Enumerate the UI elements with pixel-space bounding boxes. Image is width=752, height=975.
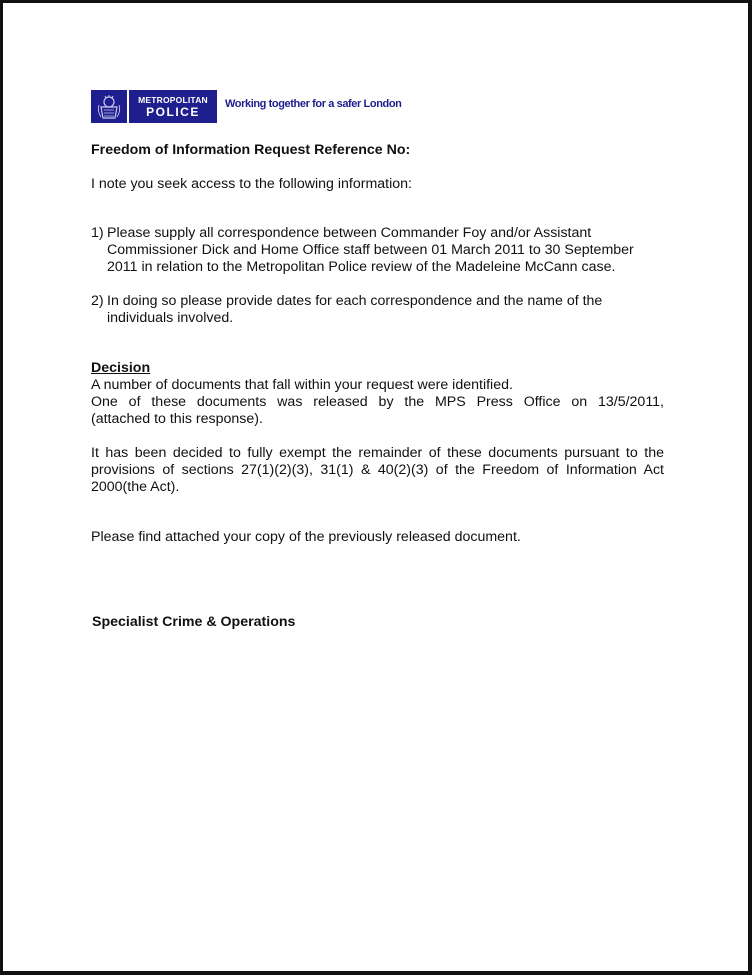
decision-text: (attached to this response).: [91, 411, 263, 427]
document-title: Freedom of Information Request Reference No:: [91, 142, 411, 158]
intro-text: I note you seek access to the following information:: [91, 176, 412, 192]
request-line: individuals involved.: [107, 310, 234, 326]
request-line: In doing so please provide dates for each correspondence and the name of the: [107, 293, 603, 309]
request-number: 2): [91, 293, 104, 309]
logo-line-1: METROPOLITAN: [138, 94, 208, 105]
closing-text: Please find attached your copy of the previously released document.: [91, 529, 521, 545]
decision-heading: Decision: [91, 360, 151, 376]
request-line: Commissioner Dick and Home Office staff between 01 March 2011 to 30 September: [107, 242, 634, 258]
logo-line-2: POLICE: [146, 104, 200, 119]
met-police-crest-icon: [91, 90, 127, 123]
decision-text: A number of documents that fall within your request were identified.: [91, 377, 513, 393]
exemption-text: provisions of sections 27(1)(2)(3), 31(1) & 40(2)(3) of the Freedom of Information Act: [91, 462, 664, 478]
decision-text: One of these documents was released by the MPS Press Office on 13/5/2011,: [91, 394, 664, 410]
met-police-logo: [91, 90, 217, 123]
request-line: 2011 in relation to the Metropolitan Police review of the Madeleine McCann case.: [107, 259, 616, 275]
request-line: Please supply all correspondence between Commander Foy and/or Assistant: [107, 225, 592, 241]
exemption-text: 2000(the Act).: [91, 479, 180, 495]
tagline: Working together for a safer London: [225, 98, 402, 110]
signature: Specialist Crime & Operations: [92, 614, 296, 630]
request-number: 1): [91, 225, 104, 241]
exemption-text: It has been decided to fully exempt the remainder of these documents pursuant to the: [91, 445, 664, 461]
logo-wordmark: [129, 90, 217, 123]
